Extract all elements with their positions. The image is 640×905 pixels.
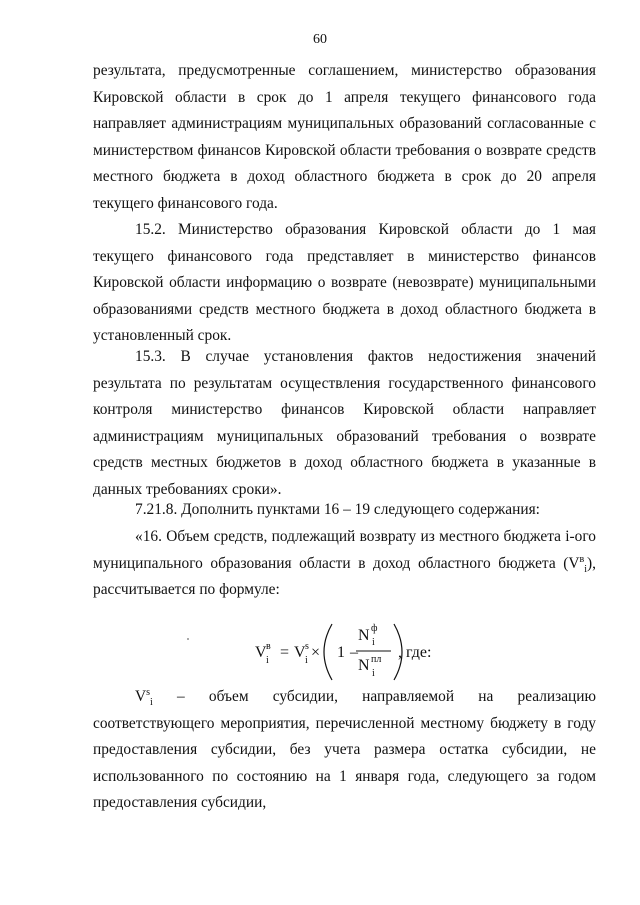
paragraph-16-sub: i — [584, 563, 588, 575]
paragraph-15-3: 15.3. В случае установления фактов недостижения значений результата по результатам осуществления государственного финансового контроля министерство финансов Кировской области направляет администрациям муниципальных образований требования о возврате средств местных бюджетов в доход областного бюджета в указанные в данных требованиях сроки». — [93, 348, 596, 498]
formula-v-right: V — [294, 644, 306, 661]
formula — [0, 614, 640, 684]
page-number: 60 — [313, 32, 327, 47]
formula-sup-pl: пл — [371, 654, 382, 665]
formula-n-denominator: N — [358, 657, 370, 674]
formula-sub-i-right: i — [305, 655, 308, 666]
formula-v-left: V — [255, 644, 267, 661]
definition-text: – объем субсидии, направляемой на реализацию соответствующего мероприятия, перечисленной местному бюджету в году предоставления субсидии, без учета размера остатка субсидии, не использованного по состоянию на 1 января года, следующего за годом предоставления субсидии, — [93, 688, 596, 811]
definition-sub-i: i — [150, 697, 153, 709]
formula-sub-i-num: i — [372, 637, 375, 648]
formula-svg — [0, 614, 640, 684]
formula-left-paren — [324, 624, 332, 680]
formula-one: 1 — [337, 644, 345, 661]
paragraph-16-text-before: «16. Объем средств, подлежащий возврату из местного бюджета i-ого муниципального образования области в доход областного бюджета (V — [93, 528, 596, 572]
formula-sub-i-left: i — [266, 655, 269, 666]
formula-times: × — [311, 644, 321, 661]
formula-sup-f: ф — [371, 623, 378, 634]
paragraph-7-21-8: 7.21.8. Дополнить пунктами 16 – 19 следующего содержания: — [135, 501, 540, 518]
paragraph-16-text-after: ), рассчитывается по формуле: — [93, 554, 596, 598]
definition-sup-s: s — [146, 686, 151, 698]
paragraph-16-sup: в — [579, 553, 585, 565]
definition-v: V — [135, 688, 147, 705]
formula-sub-i-den: i — [372, 668, 375, 679]
paragraph-15-2: 15.2. Министерство образования Кировской области до 1 мая текущего финансового года представляет в министерство финансов Кировской области информацию о возврате (невозврате) муниципальными образованиями средств местного бюджета в доход областного бюджета в установленный срок. — [93, 221, 596, 344]
paragraph-definition-vs — [93, 684, 596, 817]
formula-sup-v: в — [266, 641, 271, 652]
paragraph-continuation: результата, предусмотренные соглашением, министерство образования Кировской области в срок до 1 апреля текущего финансового года направляет администрациям муниципальных образований согласованные с министерством финансов Кировской области требования о возврате средств местного бюджета в доход областного бюджета в срок до 20 апреля текущего финансового года. — [93, 62, 596, 212]
formula-minus: – — [350, 644, 358, 661]
formula-n-numerator: N — [358, 627, 370, 644]
formula-tail: , где: — [398, 644, 432, 661]
paragraph-16 — [93, 524, 596, 604]
formula-equals: = — [280, 644, 290, 661]
formula-sup-s: s — [305, 641, 309, 652]
